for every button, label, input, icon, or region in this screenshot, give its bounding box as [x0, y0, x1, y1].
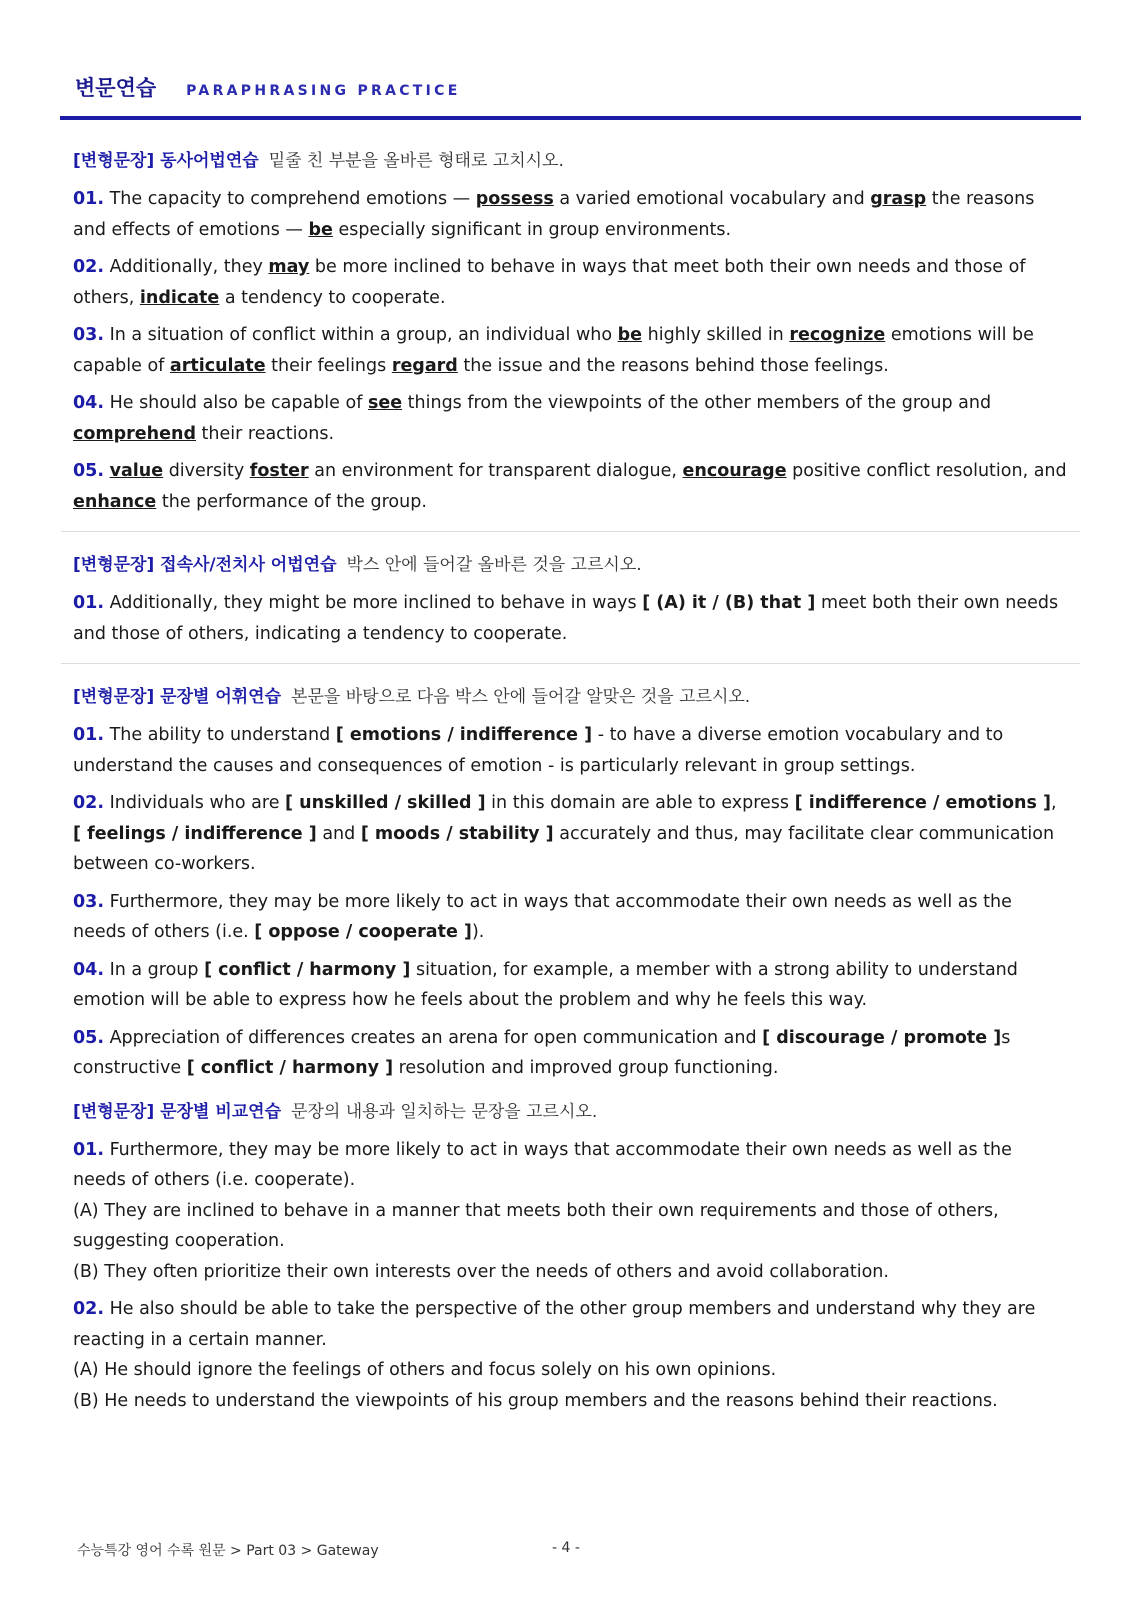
item-text: emotions will be capable of: [73, 325, 1034, 376]
exercise-item: [73, 955, 1068, 1016]
section-spacer: [73, 1091, 1068, 1099]
answer-option: (B) He needs to understand the viewpoints of his group members and the reasons behind their reactions.: [73, 1390, 998, 1411]
exercise-item: [73, 1023, 1068, 1084]
item-text: The capacity to comprehend emotions —: [104, 189, 476, 209]
item-text: their reactions.: [195, 423, 335, 444]
answer-option: (B) They often prioritize their own interests over the needs of others and avoid collaboration.: [73, 1261, 889, 1282]
section-header: [73, 684, 1068, 710]
item-number: 01.: [73, 1139, 105, 1160]
exercise-item: [73, 887, 1068, 948]
page-title: 변문연습: [75, 76, 157, 100]
exercise-item: [73, 184, 1068, 245]
item-text: resolution and improved group functioning.: [393, 1058, 779, 1078]
exercise-item: [73, 320, 1068, 381]
choice-box: [ discourage / promote ]: [762, 1027, 1002, 1048]
item-text: Furthermore, they may be more likely to act in ways that accommodate their own needs as well as the needs of others (i.e. cooperate).: [73, 1139, 1012, 1190]
underlined-word: be: [617, 325, 643, 345]
underlined-word: recognize: [789, 325, 886, 345]
item-number: 01.: [73, 725, 105, 745]
item-text: Individuals who are: [104, 793, 286, 813]
exercise-item: [73, 720, 1068, 781]
section-tag: [변형문장] 문장별 어휘연습: [73, 687, 282, 707]
underlined-word: may: [268, 257, 310, 277]
underlined-word: value: [109, 461, 164, 481]
section-header: [73, 148, 1068, 174]
item-text: their feelings: [265, 355, 392, 376]
item-number: 02.: [73, 1299, 105, 1319]
item-text: In a group: [104, 959, 205, 980]
item-text: diversity: [163, 461, 250, 481]
choice-box: [ moods / stability ]: [360, 823, 554, 844]
underlined-word: enhance: [73, 491, 157, 512]
item-text: be more inclined to behave in ways that meet both their own needs and those of others,: [73, 257, 1026, 308]
choice-box: [ (A) it / (B) that ]: [642, 593, 816, 613]
item-text: positive conflict resolution, and: [786, 461, 1067, 481]
item-number: 01.: [73, 593, 105, 613]
item-number: 04.: [73, 959, 105, 980]
item-text: a tendency to cooperate.: [219, 287, 446, 308]
item-number: 01.: [73, 189, 105, 209]
item-text: highly skilled in: [642, 325, 790, 345]
exercise-item: [73, 1135, 1068, 1288]
section-instruction: 박스 안에 들어갈 올바른 것을 고르시오.: [346, 555, 642, 575]
item-text: s constructive: [73, 1027, 1011, 1078]
underlined-word: foster: [249, 461, 309, 481]
exercise-section: [73, 552, 1068, 649]
section-tag: [변형문장] 문장별 비교연습: [73, 1101, 282, 1122]
choice-box: [ indifference / emotions ]: [794, 793, 1051, 813]
item-text: He should also be capable of: [104, 393, 368, 413]
item-text: things from the viewpoints of the other members of the group and: [402, 393, 992, 413]
item-text: He also should be able to take the perspective of the other group members and understand why they are reacting in a certain manner.: [73, 1299, 1036, 1350]
page-number: - 4 -: [552, 1540, 580, 1556]
choice-box: [ conflict / harmony ]: [186, 1058, 394, 1078]
answer-option: (A) He should ignore the feelings of others and focus solely on his own opinions.: [73, 1360, 777, 1380]
underlined-word: articulate: [169, 355, 266, 376]
item-text: ).: [471, 922, 485, 942]
exercise-section: [73, 148, 1068, 517]
exercise-item: [73, 1294, 1068, 1416]
underlined-word: indicate: [139, 287, 220, 308]
item-text: Additionally, they might be more inclined to behave in ways: [104, 593, 643, 613]
choice-box: [ conflict / harmony ]: [204, 959, 411, 980]
section-tag: [변형문장] 동사어법연습: [73, 151, 259, 171]
exercise-item: [73, 588, 1068, 649]
item-text: - to have a diverse emotion vocabulary and to understand the causes and consequences of emotion - is particularly relevant in group settings.: [73, 725, 1004, 776]
section-instruction: 문장의 내용과 일치하는 문장을 고르시오.: [291, 1101, 598, 1122]
page-header: [75, 72, 461, 102]
choice-box: [ emotions / indifference ]: [335, 725, 593, 745]
exercise-section: [73, 684, 1068, 1084]
underlined-word: be: [308, 219, 333, 240]
underlined-word: comprehend: [73, 423, 196, 444]
section-tag: [변형문장] 접속사/전치사 어법연습: [73, 555, 337, 575]
item-number: 02.: [73, 257, 105, 277]
item-text: an environment for transparent dialogue,: [308, 461, 683, 481]
exercise-item: [73, 456, 1068, 517]
item-text: and: [316, 823, 361, 844]
answer-option: (A) They are inclined to behave in a manner that meets both their own requirements and those of others, suggesting cooperation.: [73, 1200, 999, 1251]
item-text: Additionally, they: [104, 257, 269, 277]
item-text: especially significant in group environments.: [332, 219, 732, 240]
item-text: the performance of the group.: [156, 491, 427, 512]
item-number: 03.: [73, 891, 105, 912]
item-text: Appreciation of differences creates an arena for open communication and: [104, 1027, 763, 1048]
underlined-word: encourage: [682, 461, 787, 481]
item-text: the issue and the reasons behind those feelings.: [457, 355, 889, 376]
item-number: 05.: [73, 1027, 105, 1048]
section-instruction: 밑줄 친 부분을 올바른 형태로 고치시오.: [268, 151, 564, 171]
exercise-content: [73, 148, 1068, 1423]
underlined-word: see: [367, 393, 403, 413]
item-text: ,: [1050, 793, 1057, 813]
item-number: 03.: [73, 325, 105, 345]
section-header: [73, 552, 1068, 578]
item-text: meet both their own needs and those of others, indicating a tendency to cooperate.: [73, 593, 1059, 644]
item-number: 05.: [73, 461, 105, 481]
item-text: In a situation of conflict within a group, an individual who: [104, 325, 618, 345]
item-text: in this domain are able to express: [485, 793, 795, 813]
exercise-item: [73, 388, 1068, 449]
underlined-word: regard: [391, 355, 458, 376]
underlined-word: possess: [475, 189, 554, 209]
section-divider: [61, 663, 1080, 664]
footer-breadcrumb: 수능특강 영어 수록 원문 > Part 03 > Gateway: [77, 1543, 379, 1559]
header-rule: [60, 116, 1081, 120]
item-text: Furthermore, they may be more likely to act in ways that accommodate their own needs as well as the needs of others (i.e.: [73, 891, 1012, 942]
choice-box: [ oppose / cooperate ]: [254, 922, 472, 942]
section-header: [73, 1099, 1068, 1125]
item-text: accurately and thus, may facilitate clear communication between co-workers.: [73, 823, 1055, 874]
underlined-word: grasp: [870, 189, 927, 209]
item-text: The ability to understand: [104, 725, 336, 745]
section-divider: [61, 531, 1080, 532]
item-number: 02.: [73, 793, 105, 813]
item-text: the reasons and effects of emotions —: [73, 189, 1035, 240]
section-instruction: 본문을 바탕으로 다음 박스 안에 들어갈 알맞은 것을 고르시오.: [291, 687, 751, 707]
choice-box: [ feelings / indifference ]: [73, 823, 317, 844]
item-text: a varied emotional vocabulary and: [553, 189, 871, 209]
choice-box: [ unskilled / skilled ]: [285, 793, 486, 813]
page-subtitle: PARAPHRASING PRACTICE: [186, 83, 461, 99]
item-number: 04.: [73, 393, 105, 413]
exercise-item: [73, 788, 1068, 880]
exercise-item: [73, 252, 1068, 313]
item-text: situation, for example, a member with a strong ability to understand emotion will be able to express how he feels about the problem and why he feels this way.: [73, 959, 1018, 1010]
exercise-section: [73, 1099, 1068, 1417]
